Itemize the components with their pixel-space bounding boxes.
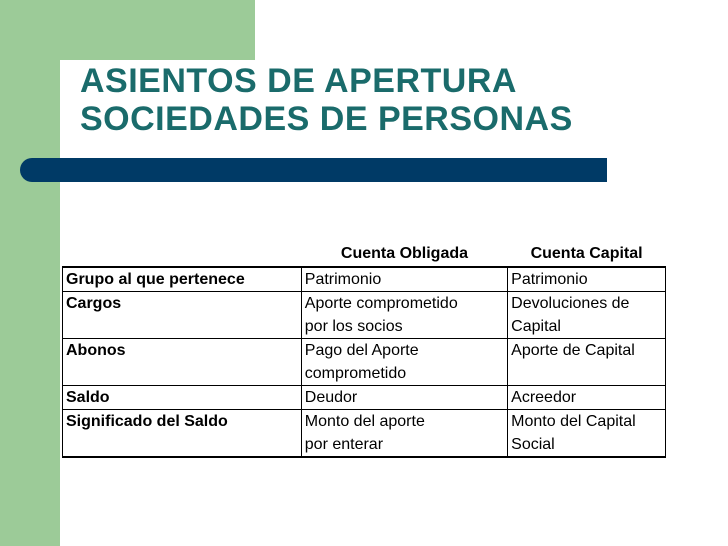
row-label: Abonos — [63, 339, 302, 386]
cell-capital: Acreedor — [508, 386, 666, 410]
accounts-table — [62, 244, 666, 458]
table-row — [63, 410, 666, 458]
top-panel — [0, 0, 255, 60]
cell-capital: Patrimonio — [508, 267, 666, 292]
table-row — [63, 386, 666, 410]
slide-title — [80, 62, 700, 138]
row-label: Saldo — [63, 386, 302, 410]
header-empty — [63, 244, 302, 267]
cell-obligada: Aporte comprometido por los socios — [301, 292, 507, 339]
table-header-row — [63, 244, 666, 267]
cell-capital: Devoluciones de Capital — [508, 292, 666, 339]
table-row — [63, 339, 666, 386]
cell-obligada: Deudor — [301, 386, 507, 410]
title-line-2: SOCIEDADES DE PERSONAS — [80, 100, 573, 138]
title-line-1: ASIENTOS DE APERTURA — [80, 62, 517, 100]
cell-obligada: Monto del aporte por enterar — [301, 410, 507, 458]
header-cuenta-obligada: Cuenta Obligada — [340, 245, 469, 262]
table-row — [63, 267, 666, 292]
cell-obligada: Pago del Aporte comprometido — [301, 339, 507, 386]
cell-capital: Monto del Capital Social — [508, 410, 666, 458]
row-label: Cargos — [63, 292, 302, 339]
row-label: Significado del Saldo — [63, 410, 302, 458]
table-row — [63, 292, 666, 339]
accent-bar — [20, 158, 607, 182]
side-panel — [0, 0, 60, 546]
cell-obligada: Patrimonio — [301, 267, 507, 292]
header-cuenta-capital: Cuenta Capital — [530, 245, 643, 262]
cell-capital: Aporte de Capital — [508, 339, 666, 386]
row-label: Grupo al que pertenece — [63, 267, 302, 292]
